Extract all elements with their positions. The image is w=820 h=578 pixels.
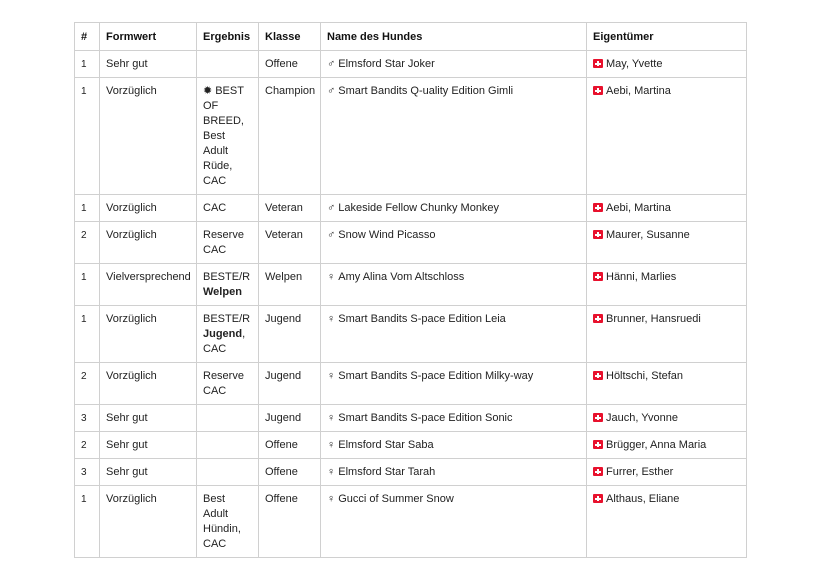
best-of-breed-icon: ✹	[203, 85, 213, 97]
cell-dog-name	[321, 459, 587, 486]
cell-ergebnis	[197, 195, 259, 222]
owner-name: Furrer, Esther	[606, 466, 674, 478]
cell-num: 1	[75, 306, 100, 363]
cell-ergebnis	[197, 363, 259, 405]
cell-num: 1	[75, 51, 100, 78]
cell-num: 2	[75, 432, 100, 459]
cell-dog-name	[321, 222, 587, 264]
cell-klasse: Offene	[259, 51, 321, 78]
dog-name: Smart Bandits S-pace Edition Sonic	[338, 412, 513, 424]
table-row	[75, 432, 747, 459]
cell-dog-name	[321, 405, 587, 432]
ergebnis-text: BESTE/R	[203, 271, 251, 283]
ergebnis-text: Reserve CAC	[203, 370, 244, 397]
ergebnis-text: Welpen	[203, 286, 242, 298]
male-icon: ♂	[327, 202, 336, 214]
cell-formwert: Vorzüglich	[100, 195, 197, 222]
owner-name: Althaus, Eliane	[606, 493, 680, 505]
dog-name: Smart Bandits Q-uality Edition Gimli	[338, 85, 514, 97]
header-formwert: Formwert	[100, 23, 197, 51]
swiss-flag-icon	[593, 59, 603, 68]
cell-owner	[587, 222, 747, 264]
cell-klasse: Offene	[259, 459, 321, 486]
cell-klasse: Veteran	[259, 195, 321, 222]
cell-ergebnis	[197, 306, 259, 363]
swiss-flag-icon	[593, 494, 603, 503]
owner-name: Brunner, Hansruedi	[606, 313, 701, 325]
table-row	[75, 306, 747, 363]
cell-klasse: Offene	[259, 486, 321, 558]
dog-name: Elmsford Star Tarah	[338, 466, 436, 478]
cell-num: 3	[75, 459, 100, 486]
table-row	[75, 222, 747, 264]
cell-dog-name	[321, 51, 587, 78]
cell-formwert: Vorzüglich	[100, 363, 197, 405]
cell-formwert: Sehr gut	[100, 432, 197, 459]
cell-owner	[587, 306, 747, 363]
female-icon: ♀	[327, 439, 336, 451]
ergebnis-text: , CAC	[203, 328, 246, 355]
cell-dog-name	[321, 363, 587, 405]
cell-formwert: Sehr gut	[100, 405, 197, 432]
header-klasse: Klasse	[259, 23, 321, 51]
cell-dog-name	[321, 78, 587, 195]
table-row	[75, 195, 747, 222]
cell-klasse: Jugend	[259, 405, 321, 432]
ergebnis-text: Jugend	[203, 328, 243, 340]
table-row	[75, 78, 747, 195]
cell-num: 2	[75, 363, 100, 405]
owner-name: Aebi, Martina	[606, 202, 671, 214]
cell-num: 2	[75, 222, 100, 264]
cell-formwert: Vielversprechend	[100, 264, 197, 306]
cell-num: 1	[75, 264, 100, 306]
cell-ergebnis	[197, 78, 259, 195]
dog-name: Snow Wind Picasso	[338, 229, 436, 241]
owner-name: Aebi, Martina	[606, 85, 671, 97]
table-row	[75, 405, 747, 432]
cell-owner	[587, 363, 747, 405]
cell-formwert: Vorzüglich	[100, 306, 197, 363]
ergebnis-text: BEST OF BREED, Best Adult Rüde, CAC	[203, 85, 244, 187]
table-row	[75, 459, 747, 486]
cell-num: 1	[75, 78, 100, 195]
header-name: Name des Hundes	[321, 23, 587, 51]
dog-name: Smart Bandits S-pace Edition Leia	[338, 313, 506, 325]
table-row	[75, 363, 747, 405]
header-num: #	[75, 23, 100, 51]
cell-dog-name	[321, 264, 587, 306]
cell-formwert: Sehr gut	[100, 51, 197, 78]
owner-name: Brügger, Anna Maria	[606, 439, 707, 451]
ergebnis-text: CAC	[203, 202, 227, 214]
cell-dog-name	[321, 432, 587, 459]
swiss-flag-icon	[593, 203, 603, 212]
header-row	[75, 23, 747, 51]
cell-ergebnis	[197, 459, 259, 486]
female-icon: ♀	[327, 313, 336, 325]
ergebnis-text: BESTE/R	[203, 313, 251, 325]
cell-owner	[587, 432, 747, 459]
cell-klasse: Veteran	[259, 222, 321, 264]
dog-name: Gucci of Summer Snow	[338, 493, 454, 505]
swiss-flag-icon	[593, 272, 603, 281]
cell-owner	[587, 195, 747, 222]
table-row	[75, 486, 747, 558]
cell-klasse: Jugend	[259, 363, 321, 405]
female-icon: ♀	[327, 412, 336, 424]
ergebnis-text: Best Adult Hündin, CAC	[203, 493, 241, 550]
swiss-flag-icon	[593, 314, 603, 323]
cell-owner	[587, 405, 747, 432]
dog-name: Lakeside Fellow Chunky Monkey	[338, 202, 500, 214]
cell-owner	[587, 459, 747, 486]
male-icon: ♂	[327, 229, 336, 241]
cell-num: 3	[75, 405, 100, 432]
cell-ergebnis	[197, 486, 259, 558]
dog-name: Elmsford Star Joker	[338, 58, 435, 70]
dog-name: Smart Bandits S-pace Edition Milky-way	[338, 370, 534, 382]
cell-dog-name	[321, 306, 587, 363]
owner-name: Jauch, Yvonne	[606, 412, 678, 424]
cell-owner	[587, 51, 747, 78]
cell-klasse: Jugend	[259, 306, 321, 363]
dog-name: Elmsford Star Saba	[338, 439, 434, 451]
owner-name: Maurer, Susanne	[606, 229, 690, 241]
cell-ergebnis	[197, 432, 259, 459]
female-icon: ♀	[327, 493, 336, 505]
cell-owner	[587, 486, 747, 558]
swiss-flag-icon	[593, 413, 603, 422]
male-icon: ♂	[327, 85, 336, 97]
table-row	[75, 51, 747, 78]
cell-dog-name	[321, 195, 587, 222]
cell-owner	[587, 264, 747, 306]
female-icon: ♀	[327, 271, 336, 283]
cell-owner	[587, 78, 747, 195]
ergebnis-text: Reserve CAC	[203, 229, 244, 256]
cell-klasse: Welpen	[259, 264, 321, 306]
swiss-flag-icon	[593, 440, 603, 449]
cell-klasse: Champion	[259, 78, 321, 195]
cell-formwert: Vorzüglich	[100, 78, 197, 195]
cell-formwert: Vorzüglich	[100, 486, 197, 558]
swiss-flag-icon	[593, 371, 603, 380]
male-icon: ♂	[327, 58, 336, 70]
cell-ergebnis	[197, 222, 259, 264]
swiss-flag-icon	[593, 86, 603, 95]
results-table	[74, 22, 747, 558]
cell-ergebnis	[197, 51, 259, 78]
cell-formwert: Sehr gut	[100, 459, 197, 486]
owner-name: Höltschi, Stefan	[606, 370, 684, 382]
owner-name: May, Yvette	[606, 58, 663, 70]
cell-ergebnis	[197, 264, 259, 306]
owner-name: Hänni, Marlies	[606, 271, 677, 283]
cell-dog-name	[321, 486, 587, 558]
female-icon: ♀	[327, 466, 336, 478]
header-ergebnis: Ergebnis	[197, 23, 259, 51]
swiss-flag-icon	[593, 467, 603, 476]
cell-ergebnis	[197, 405, 259, 432]
table-row	[75, 264, 747, 306]
cell-num: 1	[75, 195, 100, 222]
cell-klasse: Offene	[259, 432, 321, 459]
female-icon: ♀	[327, 370, 336, 382]
header-owner: Eigentümer	[587, 23, 747, 51]
cell-formwert: Vorzüglich	[100, 222, 197, 264]
cell-num: 1	[75, 486, 100, 558]
swiss-flag-icon	[593, 230, 603, 239]
dog-name: Amy Alina Vom Altschloss	[338, 271, 465, 283]
